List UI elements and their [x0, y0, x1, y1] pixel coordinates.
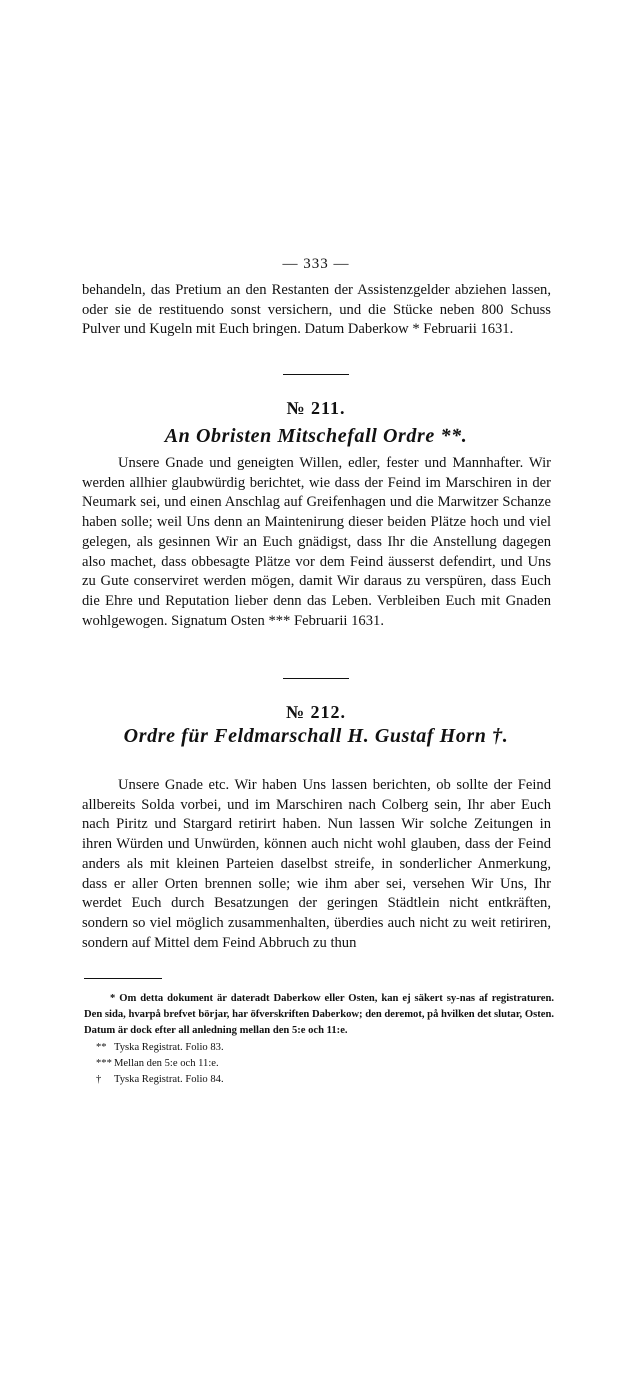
entry-212-paragraph: Unsere Gnade etc. Wir haben Uns lassen berichten, ob sollte der Feind allbereits Solda vorbei, und im Marschiren nach Colberg sein, Ihr aber Euch nach Piritz und Stargard retirirt haben. Nun lassen Wir solche Zeitungen in ihren Würden und Unwürden, können auch nicht wohl glauben, dass der Feind anders als mit kleinen Parteien daselbst streife, in sonderlicher Anmerkung, dass er aller Orten brennen solle; wie ihm aber sei, versehen Wir Uns, Ihr werdet Euch durch Besatzungen der geringen Städtlein nicht entkräften, sondern so viel möglich zusammenhalten, überdies auch nicht zu weit retiriren, sondern auf Mittel dem Feind Abbruch zu thun: [82, 777, 551, 951]
footnote-triple-star: [84, 1056, 554, 1072]
footnote-separator: [84, 978, 162, 979]
entry-212-title: Ordre für Feldmarschall H. Gustaf Horn †.: [123, 725, 509, 747]
footnote-mark: †: [96, 1074, 102, 1086]
footnote-star: * Om detta dokument är dateradt Daberkow eller Osten, kan ej säkert sy-nas af registraturen. Den sida, hvarpå brefvet börjar, har öfverskriften Daberkow; den deremot, på hvilken det slutar, Osten. Datum är dock efter all anledning mellan den 5:e och 11:e.: [84, 993, 554, 1037]
section-divider: [283, 678, 349, 679]
entry-211-number: № 211.: [286, 398, 346, 418]
section-divider: [283, 374, 349, 375]
footnote-mark: ***: [96, 1057, 112, 1069]
footnote-double-star: [84, 1040, 554, 1056]
page-number: — 333 —: [282, 256, 350, 272]
footnote-mark: **: [96, 1041, 107, 1053]
footnote-text: Tyska Registrat. Folio 83.: [114, 1041, 224, 1053]
continuation-paragraph: behandeln, das Pretium an den Restanten der Assistenzgelder abziehen lassen, oder sie de restituendo sonst versichern, und die Stücke neben 800 Schuss Pulver und Kugeln mit Euch bringen. Datum Daberkow * Februarii 1631.: [82, 282, 551, 338]
footnote-dagger: [84, 1072, 554, 1088]
entry-211-title: An Obristen Mitschefall Ordre **.: [164, 425, 468, 447]
footnote-text: Mellan den 5:e och 11:e.: [114, 1057, 219, 1069]
footnotes: [84, 991, 554, 1088]
entry-212-number: № 212.: [285, 702, 347, 722]
footnote-text: Tyska Registrat. Folio 84.: [114, 1074, 224, 1086]
entry-211-paragraph: Unsere Gnade und geneigten Willen, edler, fester und Mannhafter. Wir werden allhier glaubwürdig berichtet, wie dass der Feind im Marschiren in der Neumark sei, und einen Anschlag auf Greifenhagen und die Marwitzer Schanze haben solle; weil Uns denn an Maintenirung dieser beiden Plätze hoch und viel gelegen, als gesinnen Wir an Euch gnädigst, dass Ihr die Anstellung dagegen also machet, dass obbesagte Plätze vor dem Feind äusserst defendirt, und Uns zu Gute conserviret werden mögen, damit Wir daraus zu verspüren, dass Euch die Ehre und Reputation lieber denn das Leben. Verbleiben Euch mit Gnaden wohlgewogen. Signatum Osten *** Februarii 1631.: [82, 455, 551, 629]
